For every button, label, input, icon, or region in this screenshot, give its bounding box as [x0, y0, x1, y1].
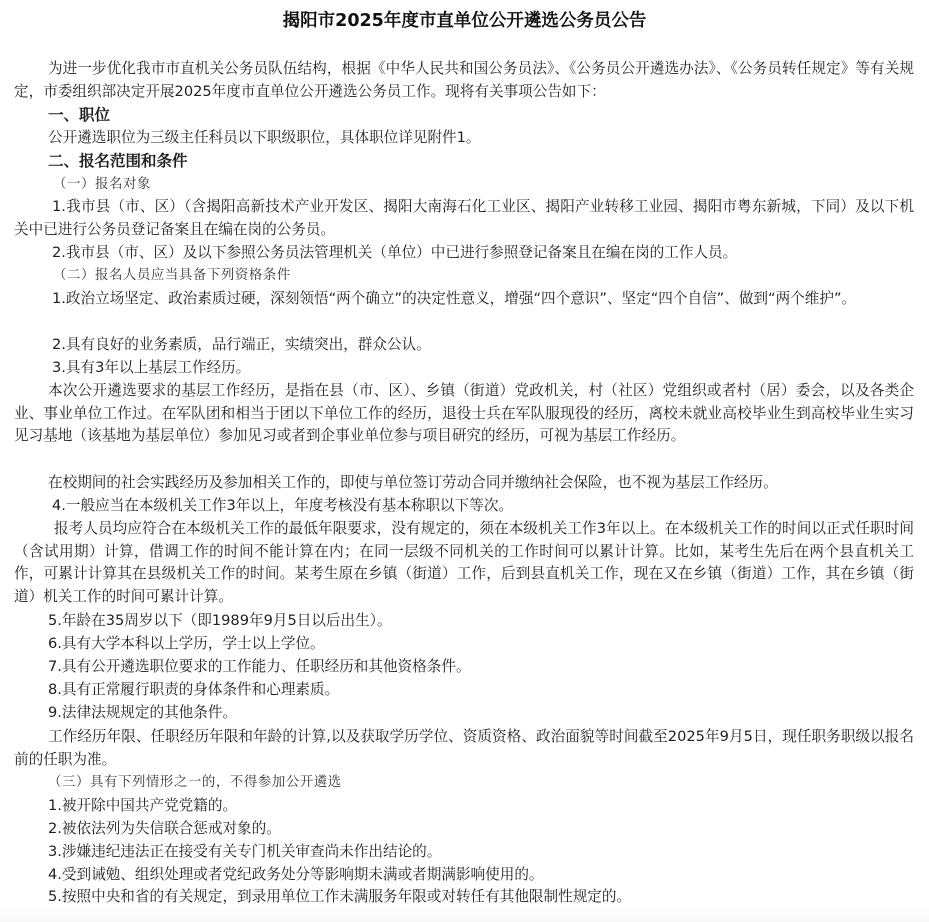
exclusion-item-1: 1.被开除中国共产党党籍的。: [48, 797, 238, 814]
qualification-item-6: 6.具有大学本科以上学历，学士以上学位。: [48, 635, 325, 652]
section-heading-positions: 一、职位: [48, 106, 111, 124]
exclusion-item-4: 4.受到诫勉、组织处理或者党纪政务处分等影响期未满或者期满影响使用的。: [48, 866, 544, 883]
subsection-title-exclusions: （三）具有下列情形之一的，不得参加公开遴选: [48, 775, 342, 790]
applicant-item-1: 1.我市县（市、区）（含揭阳高新技术产业开发区、揭阳大南海石化工业区、揭阳产业转移工业园、揭阳市粤东新城，下同）及以下机关中已进行公务员登记备案且在编在岗的公务员。: [14, 198, 914, 238]
bottom-fade: [0, 906, 929, 922]
grassroots-experience-definition: 本次公开遴选要求的基层工作经历，是指在县（市、区）、乡镇（街道）党政机关，村（社区）党组织或者村（居）委会，以及各类企业、事业单位工作过。在军队团和相当于团以下单位工作的经历，退役士兵在军队服现役的经历，离校未就业高校毕业生到高校毕业生实习见习基地（该基地为基层单位）参加见习或者到企事业单位参与项目研究的经历，可视为基层工作经历。: [14, 382, 914, 445]
intro-paragraph: 为进一步优化我市市直机关公务员队伍结构，根据《中华人民共和国公务员法》、《公务员公开遴选办法》、《公务员转任规定》等有关规定，市委组织部决定开展2025年度市直单位公开遴选公务员工作。现将有关事项公告如下：: [14, 60, 914, 100]
qualification-item-1: 1.政治立场坚定、政治素质过硬，深刻领悟“两个确立”的决定性意义，增强“四个意识”、坚定“四个自信”、做到“两个维护”。: [52, 290, 857, 307]
service-length-explanation: 报考人员均应符合在本级机关工作的最低年限要求，没有规定的，须在本级机关工作3年以上。在本级机关工作的时间以正式任职时间（含试用期）计算，借调工作的时间不能计算在内；在同一层级不同机关的工作时间可以累计计算。比如，某考生先后在两个县直机关工作，可累计计算其在县级机关工作的时间。某考生原在乡镇（街道）工作，后到县直机关工作，现在又在乡镇（街道）工作，其在乡镇（街道）机关工作的时间可累计计算。: [14, 520, 914, 605]
exclusion-item-2: 2.被依法列为失信联合惩戒对象的。: [48, 820, 281, 837]
qualification-item-5: 5.年龄在35周岁以下（即1989年9月5日以后出生）。: [48, 612, 392, 629]
qualification-item-8: 8.具有正常履行职责的身体条件和心理素质。: [48, 681, 340, 698]
qualification-item-2: 2.具有良好的业务素质，品行端正，实绩突出，群众公认。: [52, 336, 431, 353]
qualification-item-7: 7.具有公开遴选职位要求的工作能力、任职经历和其他资格条件。: [48, 658, 471, 675]
page-title: 揭阳市2025年度市直单位公开遴选公务员公告: [282, 11, 647, 31]
exclusion-item-5: 5.按照中央和省的有关规定，到录用单位工作未满服务年限或对转任有其他限制性规定的。: [48, 888, 632, 905]
campus-experience-note: 在校期间的社会实践经历及参加相关工作的，即使与单位签订劳动合同并缴纳社会保险，也不视为基层工作经历。: [48, 474, 778, 491]
qualification-item-3: 3.具有3年以上基层工作经历。: [52, 359, 251, 376]
cutoff-date-note: 工作经历年限、任职经历年限和年龄的计算,以及获取学历学位、资质资格、政治面貌等时间截至2025年9月5日，现任职务职级以报名前的任职为准。: [14, 728, 914, 768]
subsection-title-applicants: （一）报名对象: [53, 177, 151, 192]
qualification-item-4: 4.一般应当在本级机关工作3年以上，年度考核没有基本称职以下等次。: [52, 497, 514, 514]
applicant-item-2: 2.我市县（市、区）及以下参照公务员法管理机关（单位）中已进行参照登记备案且在编在岗的工作人员。: [52, 244, 738, 261]
exclusion-item-3: 3.涉嫌违纪违法正在接受有关专门机关审查尚未作出结论的。: [48, 843, 442, 860]
positions-text: 公开遴选职位为三级主任科员以下职级职位，具体职位详见附件1。: [48, 129, 481, 146]
subsection-title-qualifications: （二）报名人员应当具备下列资格条件: [53, 268, 291, 283]
section-heading-scope: 二、报名范围和条件: [48, 152, 188, 170]
qualification-item-9: 9.法律法规规定的其他条件。: [48, 704, 238, 721]
